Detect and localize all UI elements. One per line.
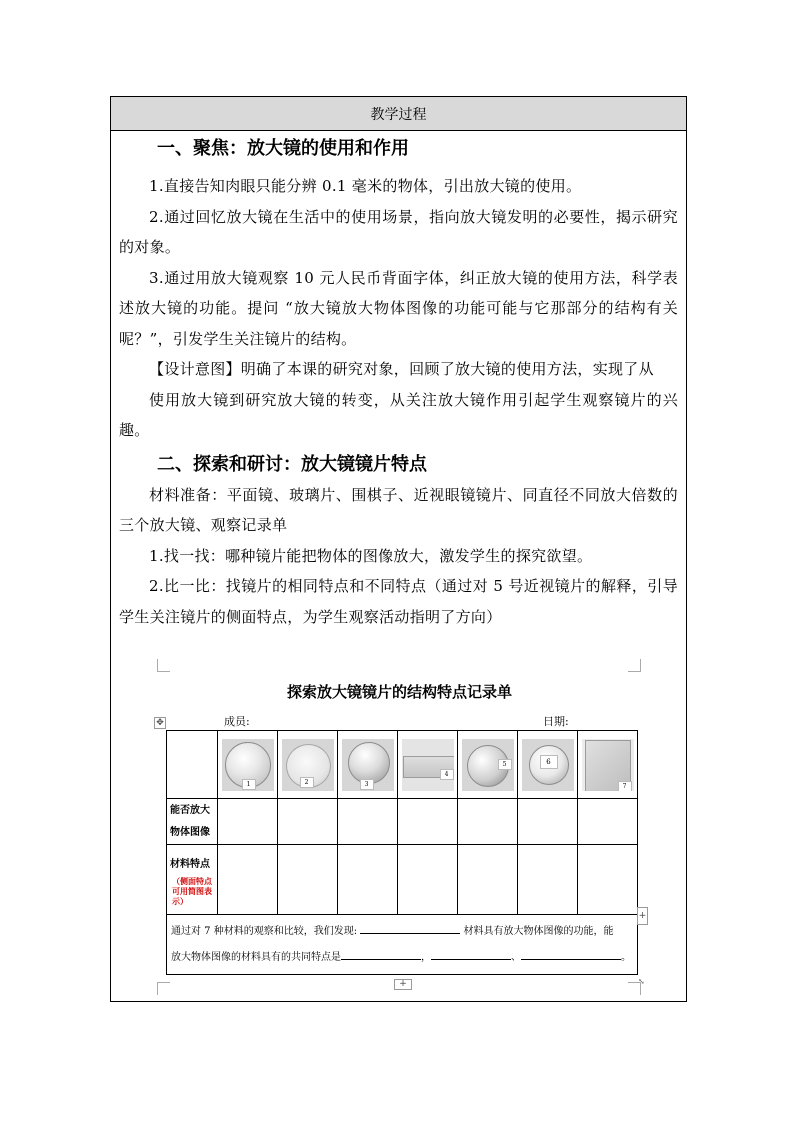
date-label: 日期: [543, 715, 569, 728]
glass-disc-photo-icon [282, 739, 334, 791]
magnify-row-label: 能否放大物体图像 [167, 799, 218, 845]
add-column-button[interactable]: + [637, 907, 648, 925]
magnify-row [167, 799, 638, 845]
sample-tag: 1 [242, 779, 256, 790]
answer-cell[interactable] [578, 845, 638, 915]
teaching-process-frame [110, 96, 687, 1002]
member-label: 成员: [224, 715, 250, 728]
end-mark: 。 [621, 951, 631, 963]
conclusion-text-b: 材料具有放大物体图像的功能，能 [463, 925, 614, 937]
answer-cell[interactable] [218, 845, 278, 915]
answer-cell[interactable] [458, 799, 518, 845]
fill-blank[interactable] [521, 959, 621, 960]
separator: 、 [511, 951, 521, 963]
section2-heading: 二、探索和研讨：放大镜镜片特点 [157, 453, 427, 475]
answer-cell[interactable] [278, 845, 338, 915]
sample-cell-7 [578, 731, 638, 799]
material-row-note: （侧面特点可用简图表示） [172, 875, 212, 906]
flat-mirror-photo-icon [222, 739, 274, 791]
sample-tag: 2 [300, 777, 314, 788]
sample-tag: 5 [498, 759, 512, 770]
answer-cell[interactable] [518, 845, 578, 915]
glass-plate-photo-icon [402, 739, 454, 791]
sample-cell-1 [218, 731, 278, 799]
section1-paragraph-3: 3.通过用放大镜观察 10 元人民币背面字体，纠正放大镜的使用方法，科学表述放大镜的功能。提问 “放大镜放大物体图像的功能可能与它那部分的结构有关呢？”，引发学生关注镜片的结构。 [119, 268, 678, 348]
answer-cell[interactable] [338, 799, 398, 845]
section1-heading: 一、聚焦：放大镜的使用和作用 [157, 138, 409, 159]
conclusion-text-a: 通过对 7 种材料的观察和比较，我们发现: [171, 925, 358, 937]
table-header-title: 教学过程 [370, 106, 427, 123]
go-stone-photo-icon [342, 739, 394, 791]
sample-cell-4 [398, 731, 458, 799]
material-row-label-cell [167, 845, 218, 915]
add-row-button[interactable]: + [394, 979, 412, 990]
sample-tag: 6 [540, 755, 558, 769]
answer-cell[interactable] [398, 845, 458, 915]
record-table [166, 730, 638, 975]
conclusion-row [167, 915, 638, 975]
record-sheet-title: 探索放大镜镜片的结构特点记录单 [286, 683, 512, 701]
record-sheet-image [111, 657, 688, 1002]
material-row [167, 845, 638, 915]
material-row-label: 材料特点 [170, 858, 210, 870]
answer-cell[interactable] [218, 799, 278, 845]
answer-cell[interactable] [458, 845, 518, 915]
crop-mark-bottom-left [157, 982, 170, 995]
conclusion-cell [167, 915, 638, 975]
fill-blank[interactable] [341, 959, 421, 960]
sample-tag: 4 [440, 769, 454, 780]
section1-paragraph-2: 2.通过回忆放大镜在生活中的使用场景，指向放大镜发明的必要性，揭示研究的对象。 [119, 207, 678, 256]
crop-mark-top-right [628, 659, 641, 672]
corner-cell [167, 731, 218, 799]
fill-blank[interactable] [431, 959, 511, 960]
answer-cell[interactable] [338, 845, 398, 915]
section2-paragraph-1: 材料准备：平面镜、玻璃片、围棋子、近视眼镜镜片、同直径不同放大倍数的三个放大镜、观察记录单 [119, 485, 678, 534]
answer-cell[interactable] [278, 799, 338, 845]
design-intent-line-1: 【设计意图】明确了本课的研究对象，回顾了放大镜的使用方法，实现了从 [149, 360, 654, 378]
flat-glass-photo-icon [582, 739, 634, 791]
fill-blank[interactable] [360, 933, 460, 934]
sample-tag: 3 [360, 779, 374, 790]
sample-cell-5 [458, 731, 518, 799]
magnifier-lens-photo-icon [522, 739, 574, 791]
sample-cell-3 [338, 731, 398, 799]
section2-paragraph-2: 1.找一找：哪种镜片能把物体的图像放大，激发学生的探究欲望。 [149, 546, 593, 565]
myopia-lens-photo-icon [462, 739, 514, 791]
section1-paragraph-1: 1.直接告知肉眼只能分辨 0.1 毫米的物体，引出放大镜的使用。 [149, 177, 582, 195]
crop-mark-top-left [157, 659, 170, 672]
sample-cell-2 [278, 731, 338, 799]
sample-image-row [167, 731, 638, 799]
content-cell [111, 136, 686, 632]
section2-paragraph-3: 2.比一比：找镜片的相同特点和不同特点（通过对 5 号近视镜片的解释，引导学生关注镜片的侧面特点，为学生观察活动指明了方向） [119, 577, 678, 626]
answer-cell[interactable] [578, 799, 638, 845]
sample-cell-6 [518, 731, 578, 799]
answer-cell[interactable] [398, 799, 458, 845]
separator: ， [421, 951, 431, 963]
conclusion-text-c: 放大物体图像的材料具有的共同特点是 [171, 951, 341, 963]
design-intent-line-2: 使用放大镜到研究放大镜的转变，从关注放大镜作用引起学生观察镜片的兴趣。 [119, 390, 678, 439]
sample-tag: 7 [618, 781, 632, 791]
resize-handle-icon[interactable]: ⤡ [638, 977, 645, 986]
table-move-handle-icon[interactable]: ✥ [154, 717, 166, 729]
answer-cell[interactable] [518, 799, 578, 845]
table-header [111, 97, 686, 131]
